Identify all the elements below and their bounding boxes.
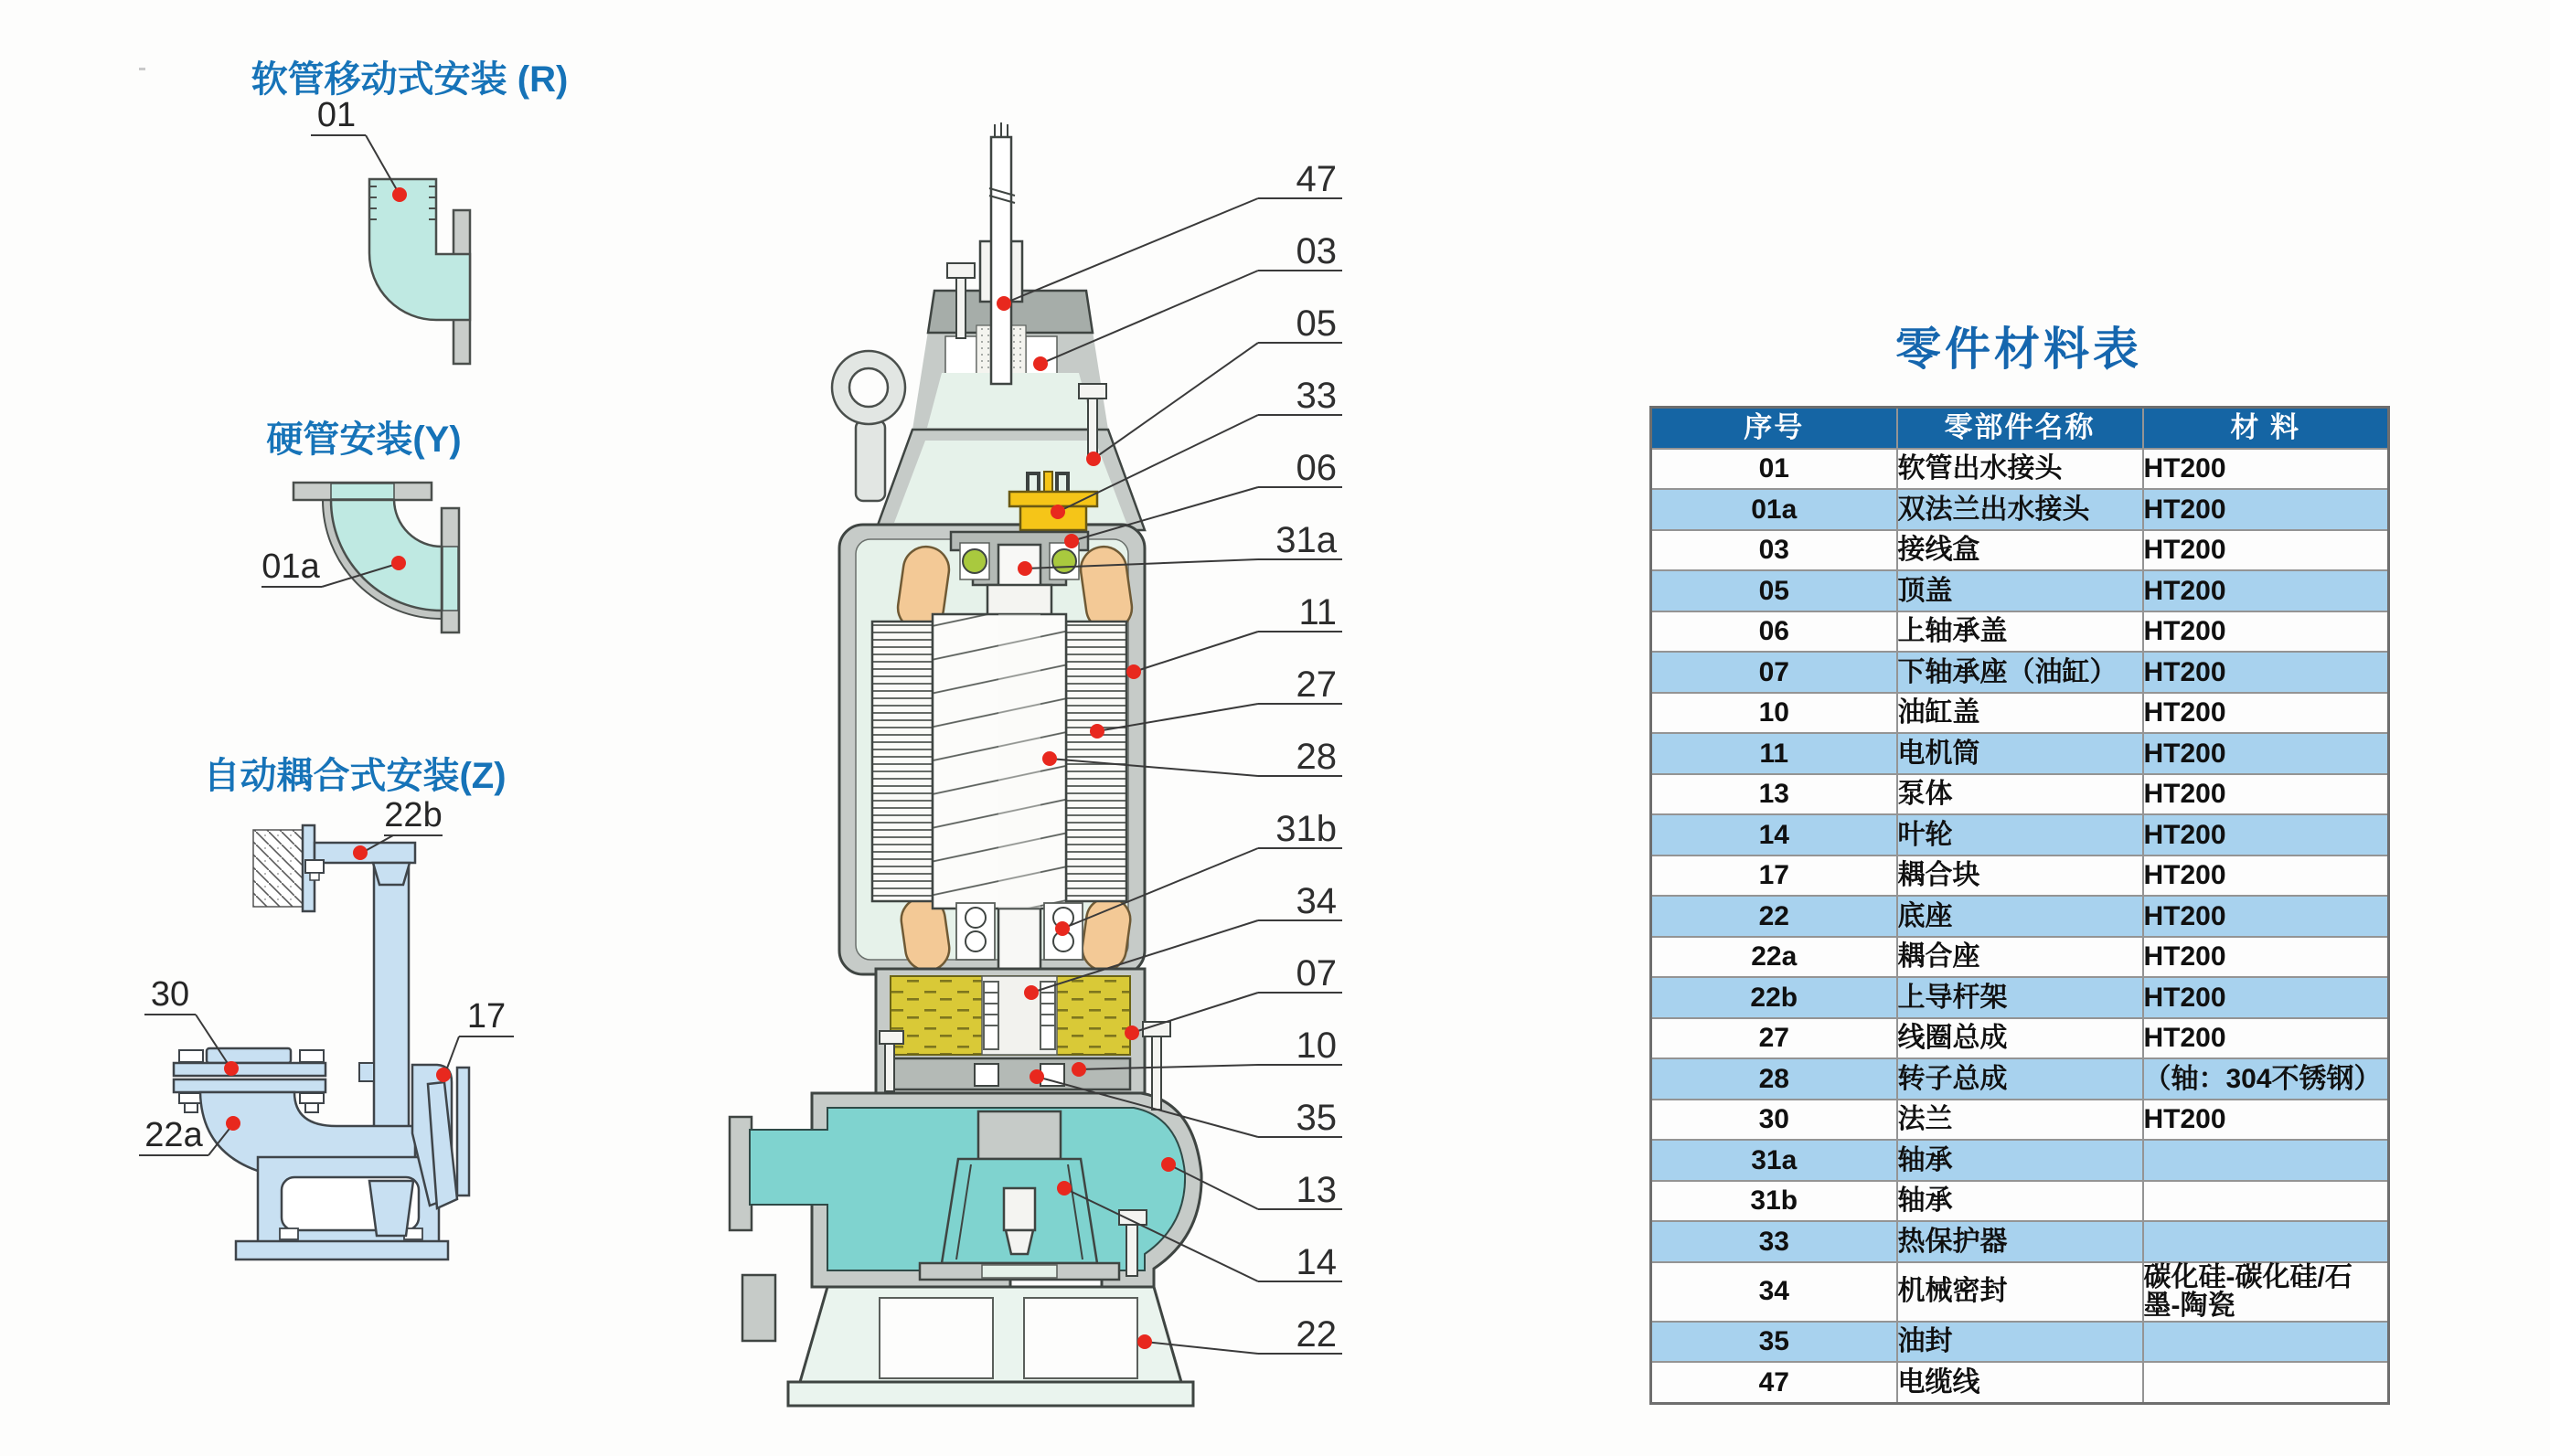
table-cell: HT200 [2143, 774, 2389, 815]
table-cell: 软管出水接头 [1897, 449, 2143, 490]
table-cell: HT200 [2143, 814, 2389, 856]
part-label: 01a [261, 547, 320, 586]
table-cell: 31b [1651, 1181, 1897, 1222]
pump-stator-left [872, 622, 933, 901]
diagram-y-title: 硬管安装(Y) [266, 420, 462, 460]
callout-number: 05 [1296, 303, 1337, 344]
table-cell [2143, 1140, 2389, 1181]
table-cell: 顶盖 [1897, 570, 2143, 611]
parts-table [1649, 406, 2390, 1405]
z-rod-tab [359, 1063, 374, 1081]
col-header-material: 材 料 [2143, 408, 2389, 449]
callout-number: 31b [1275, 809, 1337, 849]
callout-number: 11 [1298, 592, 1337, 632]
callout-dot [1086, 452, 1101, 466]
table-row [1651, 1140, 2389, 1181]
table-cell: HT200 [2143, 652, 2389, 693]
table-cell: 27 [1651, 1018, 1897, 1059]
pump-oil-chamber [876, 969, 1145, 1093]
table-cell: 轴承 [1897, 1181, 2143, 1222]
table-cell: 47 [1651, 1362, 1897, 1403]
table-cell: 14 [1651, 814, 1897, 856]
table-row [1651, 977, 2389, 1018]
pump-base [788, 1287, 1193, 1406]
callout-number: 03 [1296, 231, 1337, 271]
callout-dot [1090, 724, 1104, 739]
callout-dot [1030, 1069, 1044, 1084]
table-cell: 22b [1651, 977, 1897, 1018]
table-row [1651, 937, 2389, 978]
parts-table-title: 零件材料表 [1895, 324, 2142, 375]
callout-number: 47 [1296, 159, 1337, 199]
table-cell [2143, 1181, 2389, 1222]
table-row [1651, 1100, 2389, 1141]
table-row [1651, 489, 2389, 530]
callout-number: 06 [1296, 448, 1337, 488]
table-cell: 01a [1651, 489, 1897, 530]
callout-dot [1042, 751, 1057, 766]
table-cell: HT200 [2143, 977, 2389, 1018]
table-row [1651, 1181, 2389, 1222]
table-cell: HT200 [2143, 856, 2389, 897]
part-label: 22a [144, 1116, 203, 1154]
label-dot [224, 1061, 239, 1076]
callout-number: 10 [1296, 1026, 1337, 1066]
callout-number: 35 [1296, 1098, 1337, 1138]
table-cell: HT200 [2143, 489, 2389, 530]
callout-number: 33 [1296, 376, 1337, 416]
table-cell: 油封 [1897, 1322, 2143, 1363]
table-cell: 10 [1651, 693, 1897, 734]
table-cell: 机械密封 [1897, 1262, 2143, 1322]
z-bracket-bolt [305, 860, 324, 873]
callout-leader [1094, 343, 1258, 459]
callout-dot [1137, 1334, 1152, 1349]
table-row [1651, 611, 2389, 653]
table-cell: 接线盒 [1897, 530, 2143, 571]
table-cell: 耦合座 [1897, 937, 2143, 978]
table-row [1651, 856, 2389, 897]
table-row [1651, 1322, 2389, 1363]
table-cell: 线圈总成 [1897, 1018, 2143, 1059]
table-row [1651, 449, 2389, 490]
diagram-y [266, 420, 461, 632]
z-bracket-nut [310, 873, 319, 880]
table-cell: HT200 [2143, 896, 2389, 937]
part-label: 17 [466, 997, 507, 1036]
pump-shaft-through-rotor [998, 614, 1040, 909]
table-cell: 上轴承盖 [1897, 611, 2143, 653]
col-header-no: 序号 [1651, 408, 1897, 449]
table-cell: 碳化硅-碳化硅/石墨-陶瓷 [2143, 1262, 2389, 1322]
table-cell: 17 [1651, 856, 1897, 897]
table-cell: 下轴承座（油缸） [1897, 652, 2143, 693]
callout-number: 27 [1296, 664, 1337, 705]
table-cell: 轴承 [1897, 1140, 2143, 1181]
z-base-plate [236, 1241, 448, 1259]
z-wall-hatch [253, 830, 303, 907]
table-cell: HT200 [2143, 693, 2389, 734]
callout-number: 31a [1275, 520, 1337, 560]
table-cell: 泵体 [1897, 774, 2143, 815]
y-elbow-body [331, 500, 442, 611]
callout-dot [1033, 356, 1048, 371]
table-cell: 叶轮 [1897, 814, 2143, 856]
parts-table-section [1646, 313, 2392, 1405]
table-cell: 电缆线 [1897, 1362, 2143, 1403]
z-claw-plate [457, 1068, 469, 1196]
table-row [1651, 1018, 2389, 1059]
callout-number: 34 [1296, 881, 1337, 921]
callout-number: 14 [1296, 1242, 1337, 1282]
label-dot [353, 845, 368, 860]
table-row [1651, 693, 2389, 734]
callout-dot [1057, 1181, 1072, 1196]
z-rod-lower-socket [369, 1181, 413, 1236]
callout-dot [1072, 1062, 1086, 1077]
table-cell: HT200 [2143, 611, 2389, 653]
label-dot [226, 1116, 240, 1131]
table-cell: 03 [1651, 530, 1897, 571]
table-cell: HT200 [2143, 449, 2389, 490]
table-cell: 34 [1651, 1262, 1897, 1322]
col-header-name: 零部件名称 [1897, 408, 2143, 449]
table-row [1651, 774, 2389, 815]
table-cell: 22a [1651, 937, 1897, 978]
table-cell: HT200 [2143, 937, 2389, 978]
table-cell: 31a [1651, 1140, 1897, 1181]
y-top-bore [331, 484, 394, 499]
table-cell: 35 [1651, 1322, 1897, 1363]
callout-dot [1064, 534, 1079, 548]
table-cell [2143, 1362, 2389, 1403]
callout-dot [1018, 561, 1032, 576]
table-row [1651, 1221, 2389, 1262]
table-cell: 双法兰出水接头 [1897, 489, 2143, 530]
table-row [1651, 1262, 2389, 1322]
table-cell: 13 [1651, 774, 1897, 815]
callout-dot [1024, 985, 1039, 1000]
table-cell: HT200 [2143, 570, 2389, 611]
pump-cross-section [686, 82, 1435, 1426]
diagram-r [251, 59, 569, 364]
z-rod-socket [373, 863, 410, 885]
installation-diagrams [91, 27, 603, 1426]
table-row [1651, 733, 2389, 774]
table-cell: 热保护器 [1897, 1221, 2143, 1262]
table-cell: 33 [1651, 1221, 1897, 1262]
part-label-group [436, 997, 514, 1082]
table-cell: 07 [1651, 652, 1897, 693]
table-cell: HT200 [2143, 733, 2389, 774]
parts-table-body [1651, 449, 2389, 1404]
table-row [1651, 1362, 2389, 1403]
callout-dot [1055, 921, 1070, 936]
callout-number: 07 [1296, 953, 1337, 994]
table-cell: 电机筒 [1897, 733, 2143, 774]
table-cell [2143, 1322, 2389, 1363]
callout-number: 22 [1296, 1314, 1337, 1355]
table-row [1651, 652, 2389, 693]
label-dot [436, 1068, 451, 1082]
callout-number: 28 [1296, 737, 1337, 777]
callout-leader [1132, 993, 1258, 1033]
callout-leader [1134, 632, 1258, 672]
callout-dot [1161, 1157, 1176, 1172]
part-label: 01 [316, 96, 357, 134]
table-cell: 油缸盖 [1897, 693, 2143, 734]
table-row [1651, 814, 2389, 856]
table-cell: 06 [1651, 611, 1897, 653]
table-cell: 01 [1651, 449, 1897, 490]
part-label: 30 [150, 975, 190, 1014]
table-cell: 22 [1651, 896, 1897, 937]
table-row [1651, 1058, 2389, 1100]
table-cell: 05 [1651, 570, 1897, 611]
table-cell: 上导杆架 [1897, 977, 2143, 1018]
callout-dot [1126, 664, 1141, 679]
callout-dot [1125, 1026, 1139, 1040]
page-speck [139, 68, 145, 70]
label-dot [392, 187, 407, 202]
table-cell: HT200 [2143, 1100, 2389, 1141]
diagram-z-title: 自动耦合式安装(Z) [203, 756, 507, 796]
table-row [1651, 570, 2389, 611]
table-cell: 法兰 [1897, 1100, 2143, 1141]
table-cell: 11 [1651, 733, 1897, 774]
table-cell: （轴：304不锈钢） [2143, 1058, 2389, 1100]
diagram-r-title: 软管移动式安装 (R) [251, 59, 569, 100]
table-row [1651, 530, 2389, 571]
table-cell [2143, 1221, 2389, 1262]
callout-dot [1051, 505, 1065, 519]
label-dot [391, 556, 406, 570]
diagram-z [174, 756, 507, 1259]
callout-dot [997, 296, 1011, 311]
table-cell: 耦合块 [1897, 856, 2143, 897]
table-row [1651, 896, 2389, 937]
table-cell: HT200 [2143, 1018, 2389, 1059]
table-cell: 转子总成 [1897, 1058, 2143, 1100]
table-cell: 30 [1651, 1100, 1897, 1141]
table-cell: 底座 [1897, 896, 2143, 937]
callout-number: 13 [1296, 1170, 1337, 1210]
table-cell: 28 [1651, 1058, 1897, 1100]
table-cell: HT200 [2143, 530, 2389, 571]
y-right-bore [443, 547, 458, 611]
parts-table-header-row [1651, 408, 2389, 449]
part-label: 22b [384, 796, 443, 834]
callout [997, 159, 1342, 311]
